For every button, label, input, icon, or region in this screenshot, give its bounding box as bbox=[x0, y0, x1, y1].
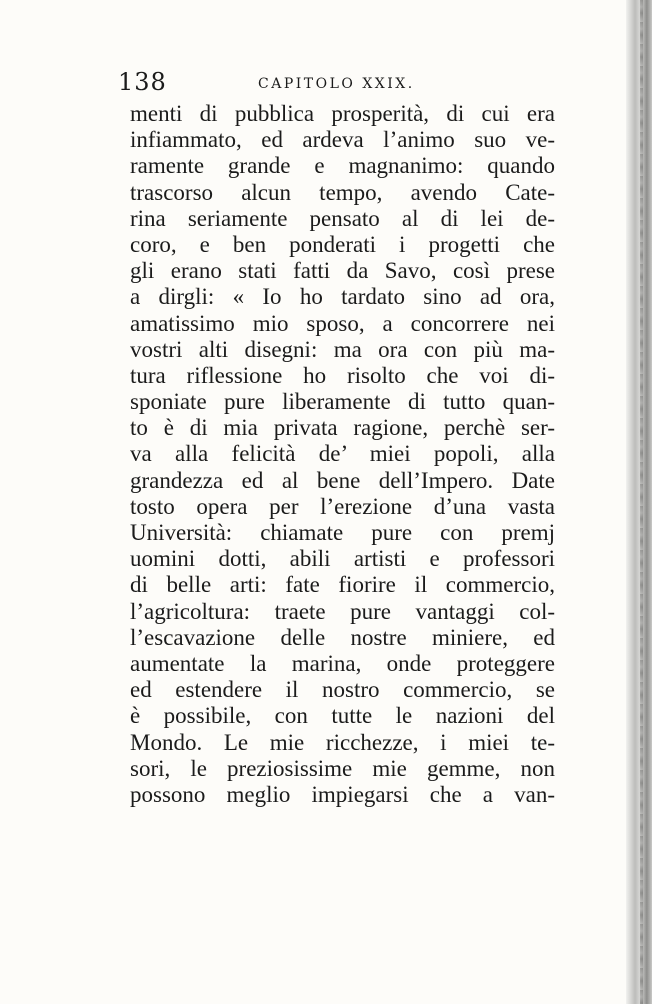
text-line: gli erano stati fatti da Savo, così prese bbox=[130, 258, 555, 284]
text-line: vostri alti disegni: ma ora con più ma- bbox=[130, 336, 555, 362]
text-line: di belle arti: fate fiorire il commercio, bbox=[130, 572, 555, 598]
text-line: tura riflessione ho risolto che voi di- bbox=[130, 362, 555, 388]
text-line: l’agricoltura: traete pure vantaggi col- bbox=[130, 598, 555, 624]
text-line: sori, le preziosissime mie gemme, non bbox=[130, 755, 555, 781]
text-line: è possibile, con tutte le nazioni del bbox=[130, 703, 555, 729]
text-line: coro, e ben ponderati i progetti che bbox=[130, 231, 555, 257]
text-line: to è di mia privata ragione, perchè ser- bbox=[130, 415, 555, 441]
running-head: CAPITOLO XXIX. bbox=[258, 76, 415, 92]
text-line: tosto opera per l’erezione d’una vasta bbox=[130, 493, 555, 519]
text-line: va alla felicità de’ miei popoli, alla bbox=[130, 441, 555, 467]
text-line: sponiate pure liberamente di tutto quan- bbox=[130, 389, 555, 415]
text-line: Mondo. Le mie ricchezze, i miei te- bbox=[130, 729, 555, 755]
text-line: rina seriamente pensato al di lei de- bbox=[130, 205, 555, 231]
text-line: amatissimo mio sposo, a concorrere nei bbox=[130, 310, 555, 336]
text-line: grandezza ed al bene dell’Impero. Date bbox=[130, 467, 555, 493]
text-line: possono meglio impiegarsi che a van- bbox=[130, 781, 555, 807]
text-line: menti di pubblica prosperità, di cui era bbox=[130, 101, 555, 126]
page-edge bbox=[626, 0, 652, 1004]
text-line: uomini dotti, abili artisti e professori bbox=[130, 546, 555, 572]
text-line: aumentate la marina, onde proteggere bbox=[130, 650, 555, 676]
page-number: 138 bbox=[118, 68, 167, 96]
body-text bbox=[130, 101, 555, 808]
text-line: ed estendere il nostro commercio, se bbox=[130, 677, 555, 703]
text-line: l’escavazione delle nostre miniere, ed bbox=[130, 624, 555, 650]
text-line: Università: chiamate pure con premj bbox=[130, 520, 555, 545]
text-line: infiammato, ed ardeva l’animo suo ve- bbox=[130, 127, 555, 153]
text-line: ramente grande e magnanimo: quando bbox=[130, 153, 555, 179]
text-line: trascorso alcun tempo, avendo Cate- bbox=[130, 179, 555, 205]
page-header bbox=[118, 68, 558, 102]
text-line: a dirgli: « Io ho tardato sino ad ora, bbox=[130, 284, 555, 310]
